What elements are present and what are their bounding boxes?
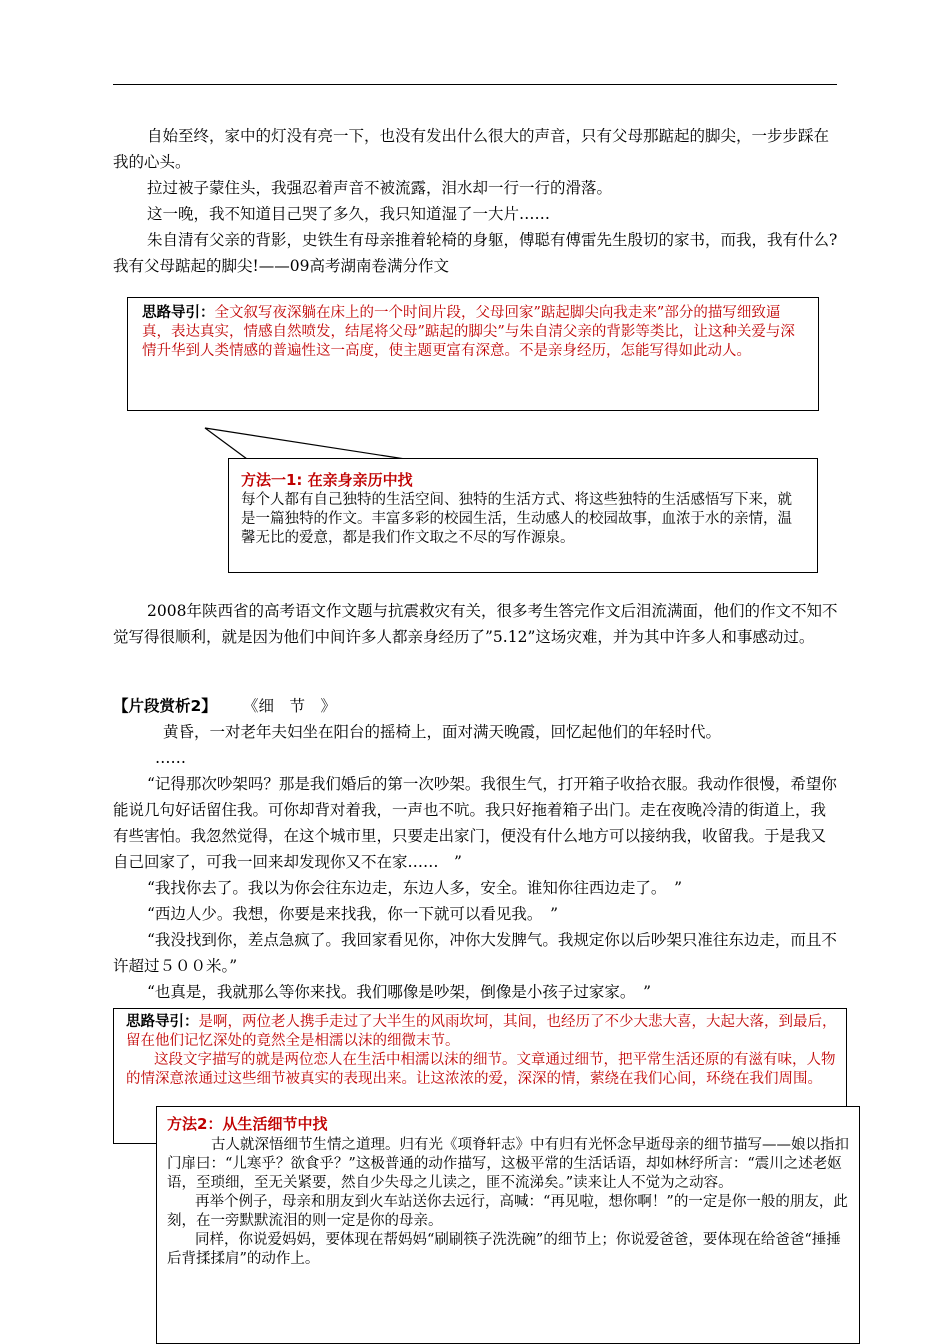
method-text: 同样，你说爱妈妈，要体现在帮妈妈“刷刷筷子洗洗碗”的细节上；你说爱爸爸，要体现在给爸爸“捶捶后背揉揉肩”的动作上。 <box>167 1232 841 1267</box>
method-title: 方法一1: 在亲身亲历中找 <box>241 471 413 489</box>
story-line: …… <box>155 749 186 767</box>
story-line: 黄昏，一对老年夫妇坐在阳台的摇椅上，面对满天晚霞，回忆起他们的年轻时代。 <box>163 723 722 741</box>
paragraph: 这一晚，我不知道目己哭了多久，我只知道湿了一大片…… <box>147 205 551 223</box>
story-line: “西边人少。我想，你要是来找我，你一下就可以看见我。 ” <box>147 905 559 923</box>
paragraph: 朱自清有父亲的背影，史铁生有母亲推着轮椅的身躯，傅聪有傅雷先生殷切的家书，而我，我有什么?我有父母踮起的脚尖!——09高考湖南卷满分作文 <box>113 231 838 275</box>
paragraph-2008: 2008年陕西省的高考语文作文题与抗震救灾有关，很多考生答完作文后泪流满面，他们的作文不知不觉写得很顺利，就是因为他们中间许多人都亲身经历了”5.12”这场灾难，并为其中许多人和事感动过。 <box>113 602 838 646</box>
guide-label: 思路导引： <box>126 1014 199 1030</box>
section-title: 【片段赏析2】 <box>113 697 217 715</box>
method-text: 再举个例子，母亲和朋友到火车站送你去远行，高喊：“再见啦，想你啊！”的一定是你一般的朋友，此刻，在一旁默默流泪的则一定是你的母亲。 <box>167 1194 848 1229</box>
guide-text: 思路导引：是啊，两位老人携手走过了大半生的风雨坎坷，其间，也经历了不少大悲大喜，大起大落，到最后，留在他们记忆深处的竟然全是相濡以沫的细微末节。 <box>126 1014 837 1049</box>
story-line: “记得那次吵架吗？那是我们婚后的第一次吵架。我很生气，打开箱子收拾衣服。我动作很慢，希望你能说几句好话留住我。可你却背对着我，一声也不吭。我只好拖着箱子出门。走在夜晚冷清的街道上，我有些害怕。我忽然觉得，在这个城市里，只要走出家门，便没有什么地方可以接纳我，收留我。于是我又自己回家了，可我一回来却发现你又不在家…… ” <box>113 775 837 871</box>
paragraph: 拉过被子蒙住头，我强忍着声音不被流露，泪水却一行一行的滑落。 <box>147 179 613 197</box>
method-text: 古人就深悟细节生情之道理。归有光《项脊轩志》中有归有光怀念早逝母亲的细节描写——娘以指扣门扉曰：“儿寒乎？欲食乎？”这极普通的动作描写，这极平常的生活话语，却如林纾所言：“震川之述老妪语，至琐细，至无关紧要，然自少失母之儿读之，匪不流涕矣。”读来让人不觉为之动容。 <box>167 1137 849 1191</box>
method-box-2 <box>156 1106 860 1344</box>
guide-text: 思路导引：全文叙写夜深躺在床上的一个时间片段，父母回家”踮起脚尖向我走来”部分的描写细致逼真，表达真实，情感自然喷发，结尾将父母”踮起的脚尖”与朱自清父亲的背影等类比，让这种关爱与深情升华到人类情感的普遍性这一高度，使主题更富有深意。不是亲身经历，怎能写得如此动人。 <box>142 305 795 359</box>
method-text: 每个人都有自己独特的生活空间、独特的生活方式、将这些独特的生活感悟写下来，就是一篇独特的作文。丰富多彩的校园生活，生动感人的校园故事，血浓于水的亲情，温馨无比的爱意，都是我们作文取之不尽的写作源泉。 <box>241 492 792 546</box>
section-subtitle: 《细 节 》 <box>243 697 337 715</box>
guide-label: 思路导引： <box>142 305 215 321</box>
method-title: 方法2：从生活细节中找 <box>167 1115 328 1133</box>
story-line: “我找你去了。我以为你会往东边走，东边人多，安全。谁知你往西边走了。 ” <box>147 879 683 897</box>
paragraph: 自始至终，家中的灯没有亮一下，也没有发出什么很大的声音，只有父母那踮起的脚尖，一步步踩在我的心头。 <box>113 127 830 171</box>
guide-text-2: 这段文字描写的就是两位恋人在生活中相濡以沫的细节。文章通过细节，把平常生活还原的有滋有味，人物的情深意浓通过这些细节被真实的表现出来。让这浓浓的爱，深深的情，萦绕在我们心间，环绕在我们周围。 <box>126 1052 836 1087</box>
story-line: “也真是，我就那么等你来找。我们哪像是吵架，倒像是小孩子过家家。 ” <box>147 983 652 1001</box>
story-line: “我没找到你，差点急疯了。我回家看见你，冲你大发脾气。我规定你以后吵架只准往东边走，而且不许超过５００米。” <box>113 931 837 975</box>
